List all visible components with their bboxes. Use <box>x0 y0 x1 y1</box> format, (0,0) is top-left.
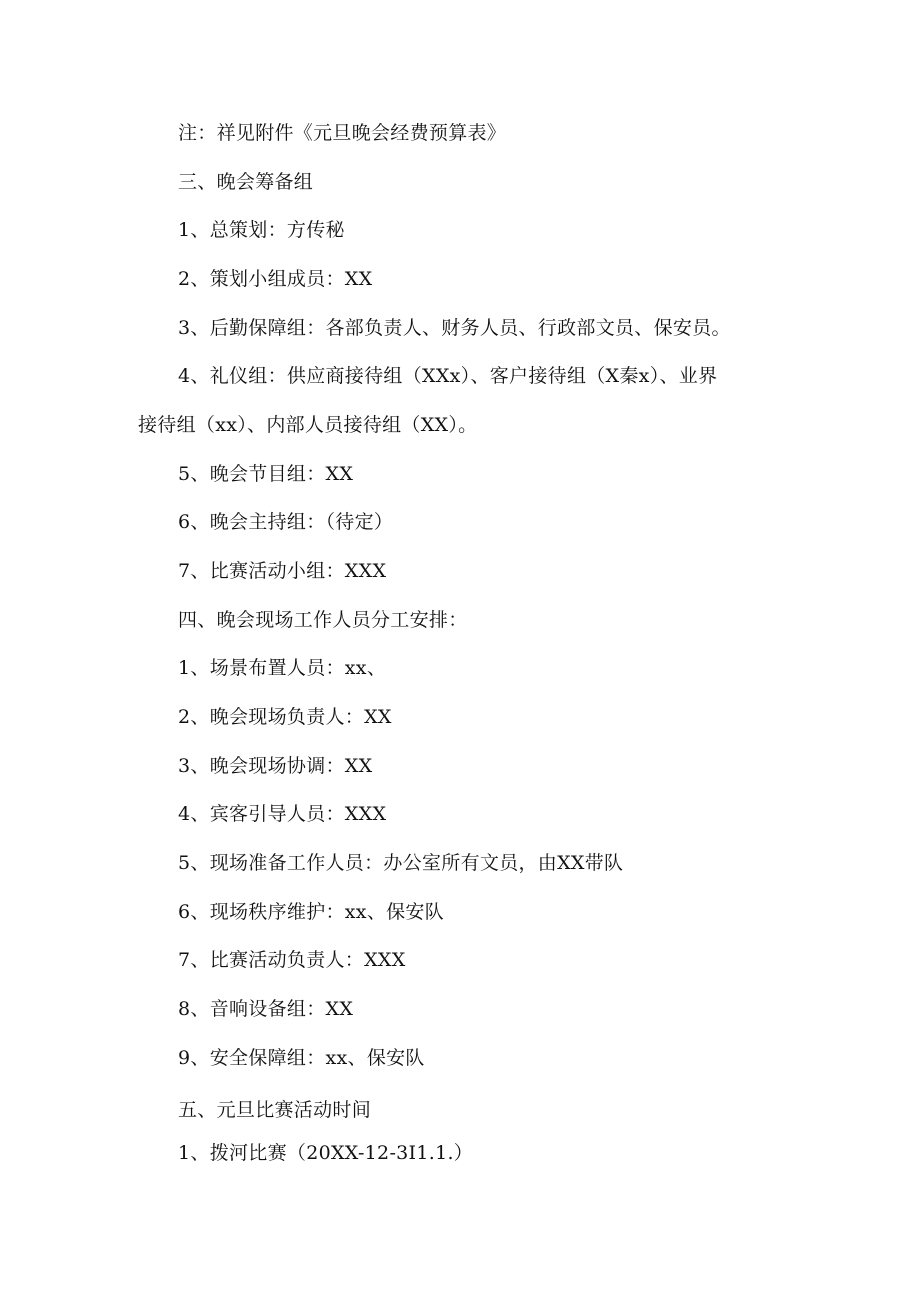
list-item: 9、安全保障组：xx、保安队 <box>178 1047 425 1069</box>
list-item: 2、晚会现场负责人：XX <box>178 706 392 728</box>
list-item: 6、现场秩序维护：xx、保安队 <box>178 901 445 923</box>
list-item: 1、场景布置人员：xx、 <box>178 657 387 679</box>
list-item: 4、宾客引导人员：XXX <box>178 803 387 825</box>
list-item: 7、比赛活动负责人：XXX <box>178 949 406 971</box>
list-item: 2、策划小组成员：XX <box>178 268 373 290</box>
list-item: 6、晚会主持组：（待定） <box>178 511 394 533</box>
list-item: 7、比赛活动小组：XXX <box>178 560 387 582</box>
section-4-heading: 四、晚会现场工作人员分工安排： <box>178 609 468 631</box>
list-item: 1、拨河比赛（20XX-12-3I1.1.） <box>178 1142 474 1164</box>
list-item-continuation: 接待组（xx）、内部人员接待组（XX）。 <box>138 414 478 436</box>
note-budget-line: 注：祥见附件《元旦晚会经费预算表》 <box>178 122 507 144</box>
list-item: 4、礼仪组：供应商接待组（XXx）、客户接待组（X秦x）、业界 <box>178 365 718 387</box>
list-item: 8、音响设备组：XX <box>178 998 354 1020</box>
list-item: 1、总策划：方传秘 <box>178 219 345 241</box>
list-item: 3、晚会现场协调：XX <box>178 755 373 777</box>
section-3-heading: 三、晚会筹备组 <box>178 171 314 193</box>
section-5-heading: 五、元旦比赛活动时间 <box>178 1099 372 1121</box>
list-item: 5、现场准备工作人员：办公室所有文员，由XX带队 <box>178 852 624 874</box>
list-item: 5、晚会节目组：XX <box>178 463 354 485</box>
list-item: 3、后勤保障组：各部负责人、财务人员、行政部文员、保安员。 <box>178 317 731 339</box>
